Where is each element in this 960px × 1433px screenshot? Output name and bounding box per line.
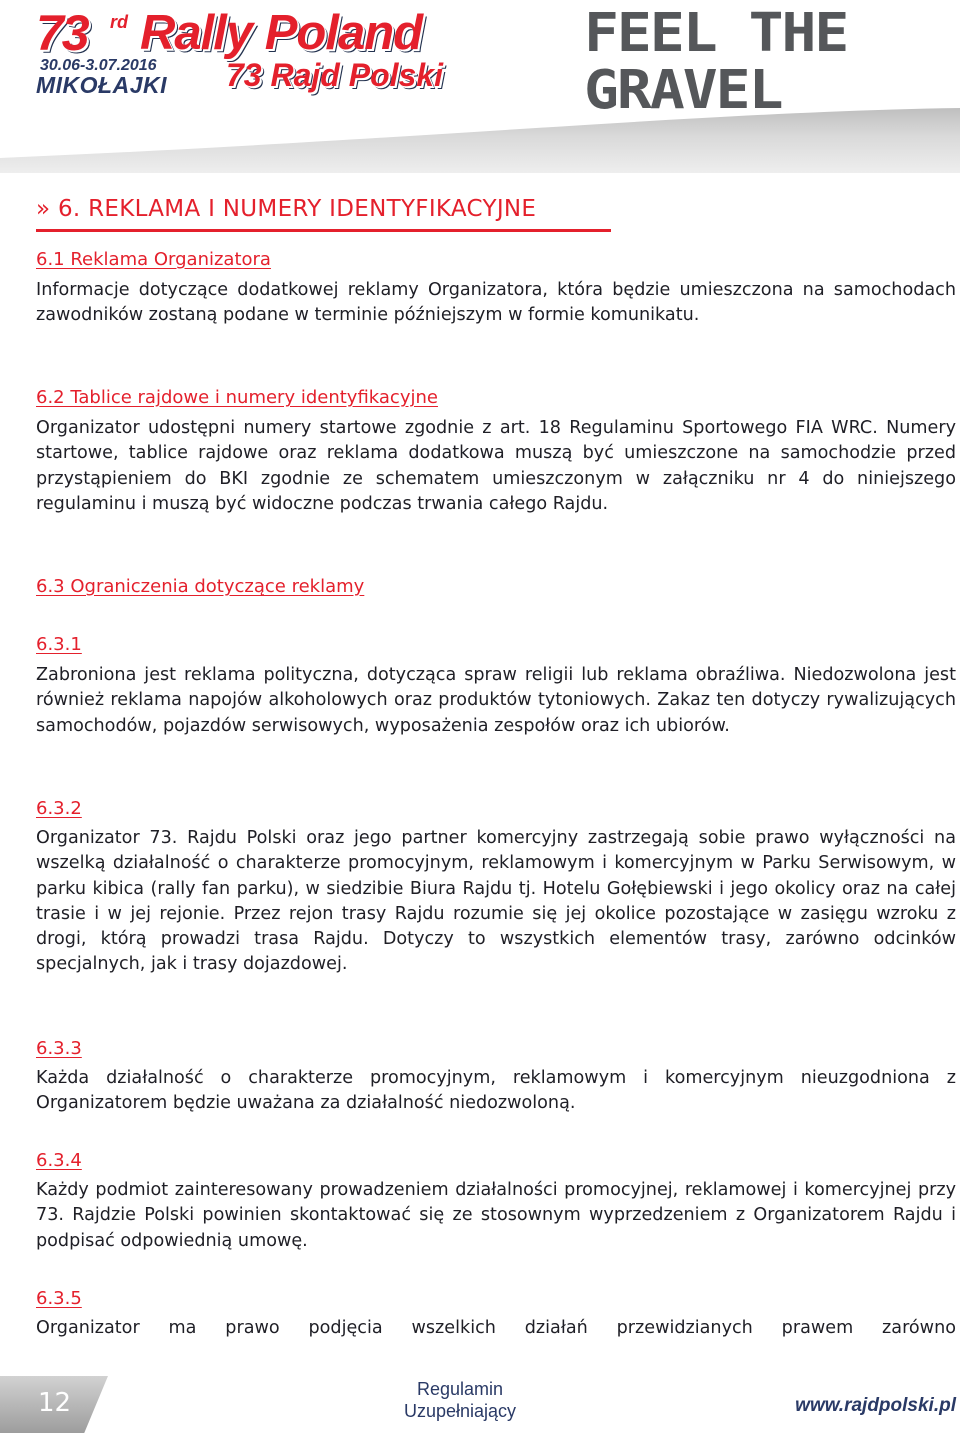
heading-6-2: 6.2 Tablice rajdowe i numery identyfikacyjne: [36, 387, 438, 408]
website-link[interactable]: www.rajdpolski.pl: [795, 1395, 956, 1416]
heading-6-3: 6.3 Ograniczenia dotyczące reklamy: [36, 576, 365, 597]
footer-doc-line1: Regulamin: [416, 1379, 504, 1399]
paragraph-6-3-2: Organizator 73. Rajdu Polski oraz jego partner komercyjny zastrzegają sobie prawo wyłączności na wszelką działalność o charakterze promocyjnym, reklamowym i komercyjnym w Parku Serwisowym, w parku kibica (rally fan parku), w siedzibie Biura Rajdu tj. Hotelu Gołębiewski i jego okolicy oraz na całej trasie i w jej rejonie. Przez rejon trasy Rajdu rozumie się jej okolice pozostające w zasięgu wzroku z drogi, którą prowadzi trasa Rajdu. Dotyczy to wszystkich elementów trasy, zarówno odcinków specjalnych, jak i trasy dojazdowej.: [36, 828, 956, 975]
paragraph-6-1: Informacje dotyczące dodatkowej reklamy Organizatora, która będzie umieszczona na samochodach zawodników zostaną podane w terminie późniejszym w formie komunikatu.: [36, 280, 956, 326]
footer-document-name: [380, 1378, 540, 1422]
logo-dates: 30.06-3.07.2016: [40, 57, 157, 74]
paragraph-6-3-5: Organizator ma prawo podjęcia wszelkich działań przewidzianych prawem zarówno: [36, 1318, 956, 1338]
paragraph-6-3-1: Zabroniona jest reklama polityczna, dotycząca spraw religii lub reklama obraźliwa. Niedozwolona jest również reklama napojów alkoholowych oraz produktów tytoniowych. Zakaz ten dotyczy rywalizujących samochodów, pojazdów serwisowych, wyposażenia zespołów oraz ich ubiorów.: [36, 665, 956, 736]
slogan-feel-the-gravel: FEEL THE GRAVEL: [584, 1, 848, 121]
heading-6-3-2: 6.3.2: [36, 798, 82, 819]
logo-name: Rally Poland: [140, 6, 423, 60]
heading-6-3-1: 6.3.1: [36, 634, 82, 655]
footer-doc-line2: Uzupełniający: [403, 1401, 517, 1421]
logo-number: 73: [36, 5, 88, 61]
page-header: [0, 0, 960, 175]
logo-subtitle: 73 Rajd Polski: [226, 57, 443, 93]
heading-6-3-4: 6.3.4: [36, 1150, 82, 1171]
title-underline: [36, 229, 611, 232]
heading-6-1: 6.1 Reklama Organizatora: [36, 249, 271, 270]
page-number: 12: [38, 1388, 72, 1418]
heading-6-3-5: 6.3.5: [36, 1288, 82, 1309]
section-title: » 6. REKLAMA I NUMERY IDENTYFIKACYJNE: [36, 196, 537, 222]
paragraph-6-3-3: Każda działalność o charakterze promocyjnym, reklamowym i komercyjnym nieuzgodniona z Organizatorem będzie uważana za działalność niedozwoloną.: [36, 1068, 956, 1114]
logo-city: MIKOŁAJKI: [36, 72, 167, 98]
page-footer: [0, 1368, 960, 1433]
logo-superscript: rd: [110, 12, 128, 32]
heading-6-3-3: 6.3.3: [36, 1038, 82, 1059]
paragraph-6-3-4: Każdy podmiot zainteresowany prowadzeniem działalności promocyjnej, reklamowej i komercyjnej przy 73. Rajdzie Polski powinien skontaktować się ze stosownym wyprzedzeniem z Organizatorem Rajdu i podpisać odpowiednią umowę.: [36, 1180, 956, 1251]
paragraph-6-2: Organizator udostępni numery startowe zgodnie z art. 18 Regulaminu Sportowego FIA WRC. Numery startowe, tablice rajdowe oraz reklama dodatkowa muszą być umieszczone na samochodzie przed przystąpieniem do BKI zgodnie ze schematem umieszczonym w załączniku nr 4 do niniejszego regulaminu i muszą być widoczne podczas trwania całego Rajdu.: [36, 418, 956, 514]
